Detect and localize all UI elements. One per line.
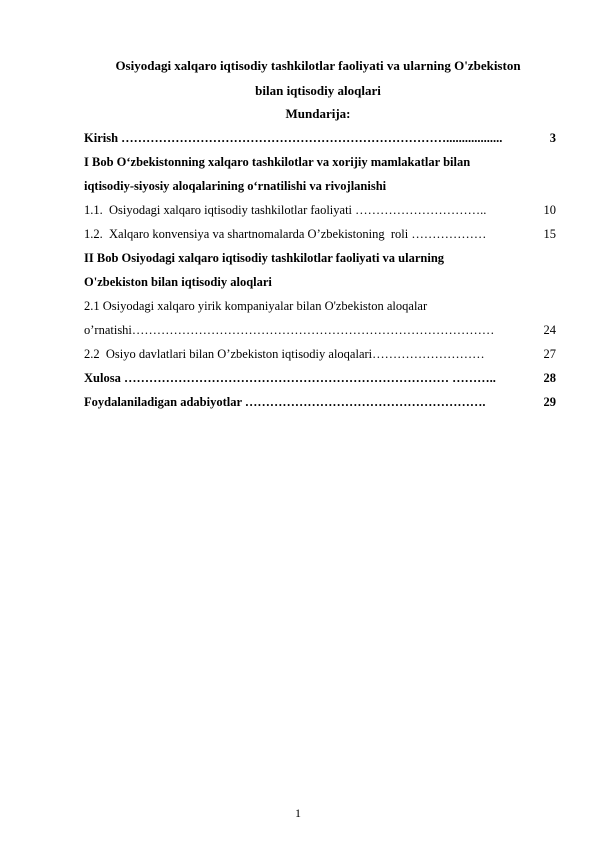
toc-label: 1.2. Xalqaro konvensiya va shartnomalarda O’zbekistoning roli (84, 227, 412, 241)
toc-leader: …………………………………………………………………… ……….. (123, 371, 496, 385)
toc-chapter-2-line-1: II Bob Osiyodagi xalqaro iqtisodiy tashkilotlar faoliyati va ularning (84, 251, 445, 265)
toc-leader: ………………………….. (355, 203, 487, 217)
toc-label: 1.1. Osiyodagi xalqaro iqtisodiy tashkilotlar faoliyati (84, 203, 356, 217)
page-number: 1 (295, 806, 301, 820)
toc-label: Kirish (84, 131, 122, 145)
toc-entry-2-1-line-1: 2.1 Osiyodagi xalqaro yirik kompaniyalar bilan O'zbekiston aloqalar (84, 299, 428, 313)
toc-entry-conclusion (84, 368, 556, 388)
toc-chapter-1-line-2: iqtisodiy-siyosiy aloqalarining o‘rnatilishi va rivojlanishi (84, 179, 387, 193)
contents-heading: Mundarija: (285, 106, 351, 121)
toc-entry-intro (84, 128, 556, 148)
toc-entry-1-1 (84, 200, 556, 220)
toc-page-number: 10 (543, 203, 556, 217)
toc-page-number: 3 (549, 131, 556, 145)
toc-label: Foydalaniladigan adabiyotlar (84, 395, 245, 409)
toc-chapter-2-line-2: O'zbekiston bilan iqtisodiy aloqlari (84, 275, 272, 289)
toc-page-number: 28 (543, 371, 556, 385)
toc-label: 2.2 Osiyo davlatlari bilan O’zbekiston iqtisodiy aloqalari (84, 347, 373, 361)
toc-page-number: 29 (543, 395, 556, 409)
toc-page-number: 27 (543, 347, 556, 361)
document-title-line-1: Osiyodagi xalqaro iqtisodiy tashkilotlar faoliyati va ularning O'zbekiston (115, 58, 521, 73)
toc-label: Xulosa (84, 371, 124, 385)
toc-entry-1-2 (84, 224, 556, 244)
toc-chapter-1-line-1: I Bob O‘zbekistonning xalqaro tashkilotlar va xorijiy mamlakatlar bilan (84, 155, 471, 169)
toc-leader: …………………………………………………. (244, 395, 486, 409)
toc-entry-references (84, 392, 556, 412)
toc-leader: ……………… (411, 227, 487, 241)
document-title-line-2: bilan iqtisodiy aloqlari (255, 83, 381, 98)
toc-label: o’rnatishi (84, 323, 132, 337)
toc-page-number: 24 (543, 323, 556, 337)
toc-leader: ……………………… (372, 347, 485, 361)
toc-page-number: 15 (543, 227, 556, 241)
toc-entry-2-1-line-2 (84, 320, 556, 340)
toc-entry-2-2 (84, 344, 556, 364)
toc-leader: …………………………………………………………………….................. (121, 131, 503, 145)
toc-leader: …………………………………………………………………………… (131, 323, 495, 337)
